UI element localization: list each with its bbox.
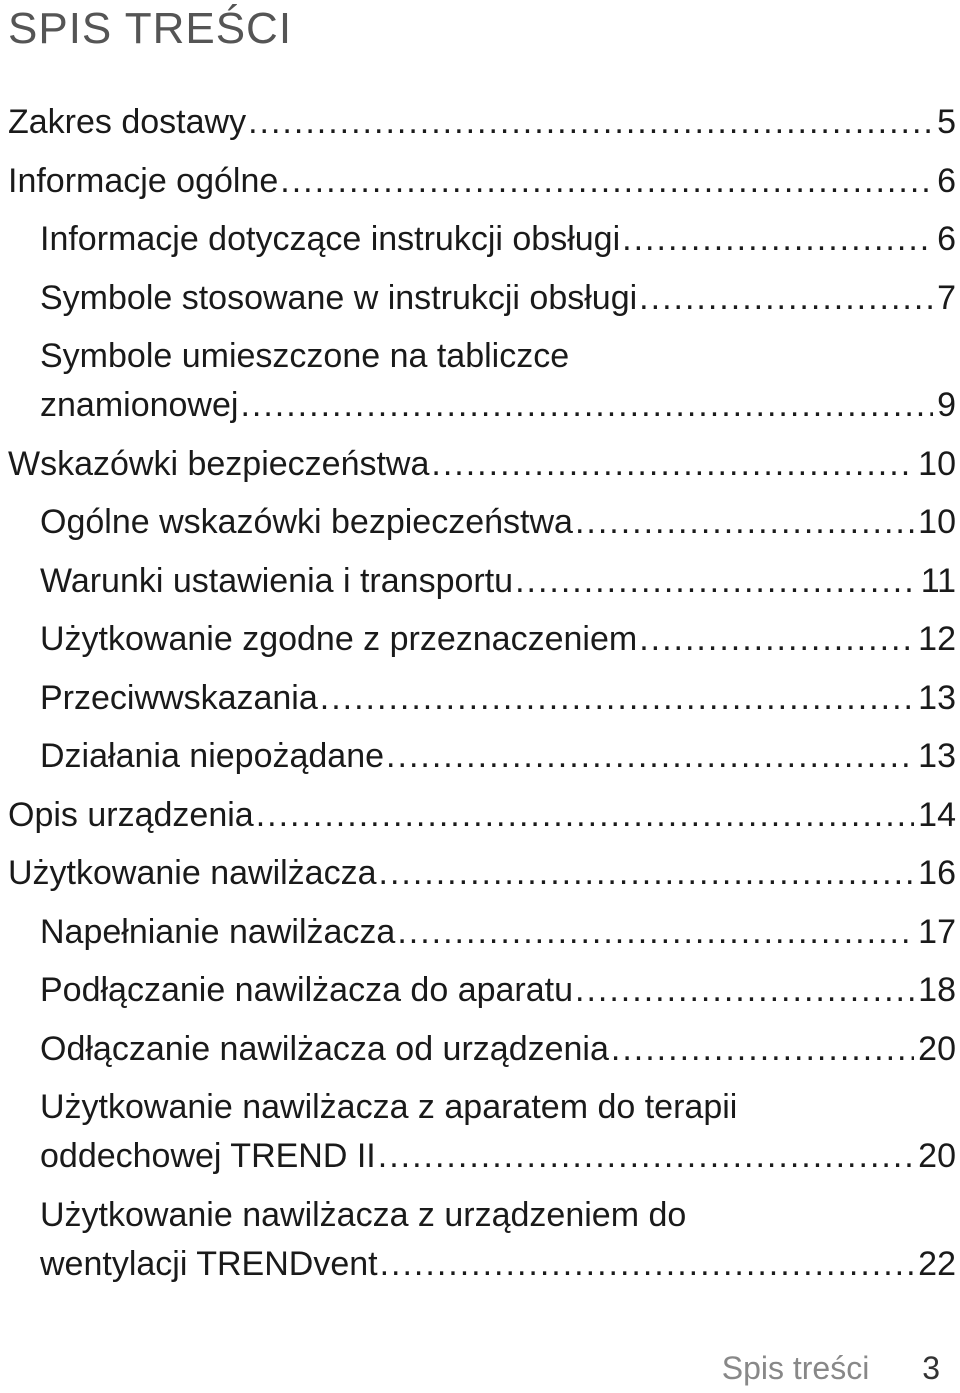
toc-entry-title: Informacje dotyczące instrukcji obsługi (40, 220, 621, 258)
dot-leader (248, 98, 933, 147)
dot-leader (386, 732, 914, 781)
toc-entry-row (40, 908, 956, 957)
table-of-contents (8, 98, 956, 1298)
toc-entry[interactable] (8, 615, 956, 664)
toc-entry[interactable] (8, 1025, 956, 1074)
toc-entry[interactable] (8, 849, 956, 898)
toc-entry-page: 14 (918, 795, 956, 834)
toc-entry-title: Podłączanie nawilżacza do aparatu (40, 971, 574, 1009)
toc-entry-row (40, 1025, 956, 1074)
dot-leader (240, 381, 933, 430)
toc-entry[interactable] (8, 557, 956, 606)
toc-entry[interactable] (8, 440, 956, 489)
toc-entry-title: Zakres dostawy (8, 103, 247, 141)
toc-entry-title: Wskazówki bezpieczeństwa (8, 444, 430, 483)
dot-leader (622, 215, 933, 264)
toc-entry-row (40, 615, 956, 664)
toc-entry-row (40, 966, 956, 1015)
toc-entry-row (8, 440, 956, 489)
toc-entry-title-line: Użytkowanie nawilżacza z urządzeniem do (40, 1195, 687, 1234)
toc-entry[interactable] (8, 332, 956, 430)
toc-entry-title: Działania niepożądane (40, 737, 385, 775)
page-footer (722, 1348, 940, 1388)
toc-entry-title-line: Symbole umieszczone na tabliczce (40, 337, 570, 375)
toc-entry-row (40, 732, 956, 781)
toc-entry-title: Warunki ustawienia i transportu (40, 561, 514, 600)
toc-entry-title: wentylacji TRENDvent (40, 1244, 378, 1283)
toc-entry-title: znamionowej (40, 386, 239, 424)
toc-entry-page: 11 (920, 561, 956, 600)
toc-entry-row (40, 557, 956, 606)
toc-entry[interactable] (8, 1191, 956, 1289)
dot-leader (639, 274, 933, 323)
dot-leader (256, 791, 914, 840)
toc-entry-page: 6 (937, 220, 956, 258)
dot-leader (379, 849, 915, 898)
toc-entry-page: 22 (918, 1244, 956, 1283)
dot-leader (380, 1240, 915, 1289)
toc-entry-row (8, 157, 956, 206)
toc-entry-title: Użytkowanie nawilżacza (8, 854, 377, 892)
toc-entry-row (8, 791, 956, 840)
toc-entry-title: Użytkowanie zgodne z przeznaczeniem (40, 620, 638, 658)
toc-entry-page: 17 (918, 912, 956, 951)
dot-leader (378, 1132, 914, 1181)
toc-entry-page: 13 (918, 678, 956, 717)
toc-entry-title: Odłączanie nawilżacza od urządzenia (40, 1029, 609, 1068)
toc-entry-row (40, 381, 956, 430)
toc-entry-page: 13 (918, 737, 956, 775)
toc-entry-page: 7 (937, 278, 956, 317)
toc-entry-page: 16 (918, 854, 956, 892)
toc-entry-page: 12 (918, 620, 956, 658)
toc-entry-title: Napełnianie nawilżacza (40, 912, 396, 951)
toc-entry-page: 20 (918, 1137, 956, 1175)
toc-entry-title: Ogólne wskazówki bezpieczeństwa (40, 503, 573, 541)
toc-entry-title-line: Użytkowanie nawilżacza z aparatem do terapii (40, 1088, 738, 1126)
toc-entry[interactable] (8, 498, 956, 547)
toc-entry-title: Opis urządzenia (8, 795, 254, 834)
toc-entry-page: 10 (918, 503, 956, 541)
toc-entry-row (8, 849, 956, 898)
dot-leader (639, 615, 914, 664)
dot-leader (397, 908, 914, 957)
footer-label: Spis treści (721, 1350, 870, 1386)
toc-entry[interactable] (8, 966, 956, 1015)
toc-entry[interactable] (8, 674, 956, 723)
toc-entry[interactable] (8, 98, 956, 147)
toc-entry[interactable] (8, 908, 956, 957)
toc-entry-row (40, 1132, 956, 1181)
toc-entry-page: 20 (918, 1029, 956, 1068)
toc-entry-row (40, 1240, 956, 1289)
toc-entry-title: oddechowej TREND II (40, 1137, 376, 1175)
dot-leader (280, 157, 933, 206)
toc-entry[interactable] (8, 1083, 956, 1181)
toc-entry[interactable] (8, 157, 956, 206)
toc-entry[interactable] (8, 215, 956, 264)
toc-entry[interactable] (8, 791, 956, 840)
toc-entry-row (40, 215, 956, 264)
dot-leader (515, 557, 917, 606)
page-title: SPIS TREŚCI (8, 4, 293, 53)
toc-entry[interactable] (8, 732, 956, 781)
dot-leader (611, 1025, 914, 1074)
toc-entry-title: Przeciwwskazania (40, 678, 318, 717)
toc-entry-page: 6 (937, 161, 956, 200)
toc-entry-page: 18 (918, 971, 956, 1009)
dot-leader (320, 674, 914, 723)
toc-entry-row (40, 274, 956, 323)
toc-entry-page: 10 (918, 444, 956, 483)
toc-entry-page: 9 (937, 386, 956, 424)
dot-leader (431, 440, 914, 489)
toc-entry-title: Symbole stosowane w instrukcji obsługi (40, 278, 638, 317)
toc-entry[interactable] (8, 274, 956, 323)
toc-entry-row (8, 98, 956, 147)
dot-leader (575, 498, 914, 547)
toc-entry-row (40, 498, 956, 547)
toc-entry-row (40, 674, 956, 723)
toc-entry-title: Informacje ogólne (8, 161, 279, 200)
page-number: 3 (922, 1350, 940, 1386)
toc-entry-page: 5 (937, 103, 956, 141)
dot-leader (575, 966, 914, 1015)
